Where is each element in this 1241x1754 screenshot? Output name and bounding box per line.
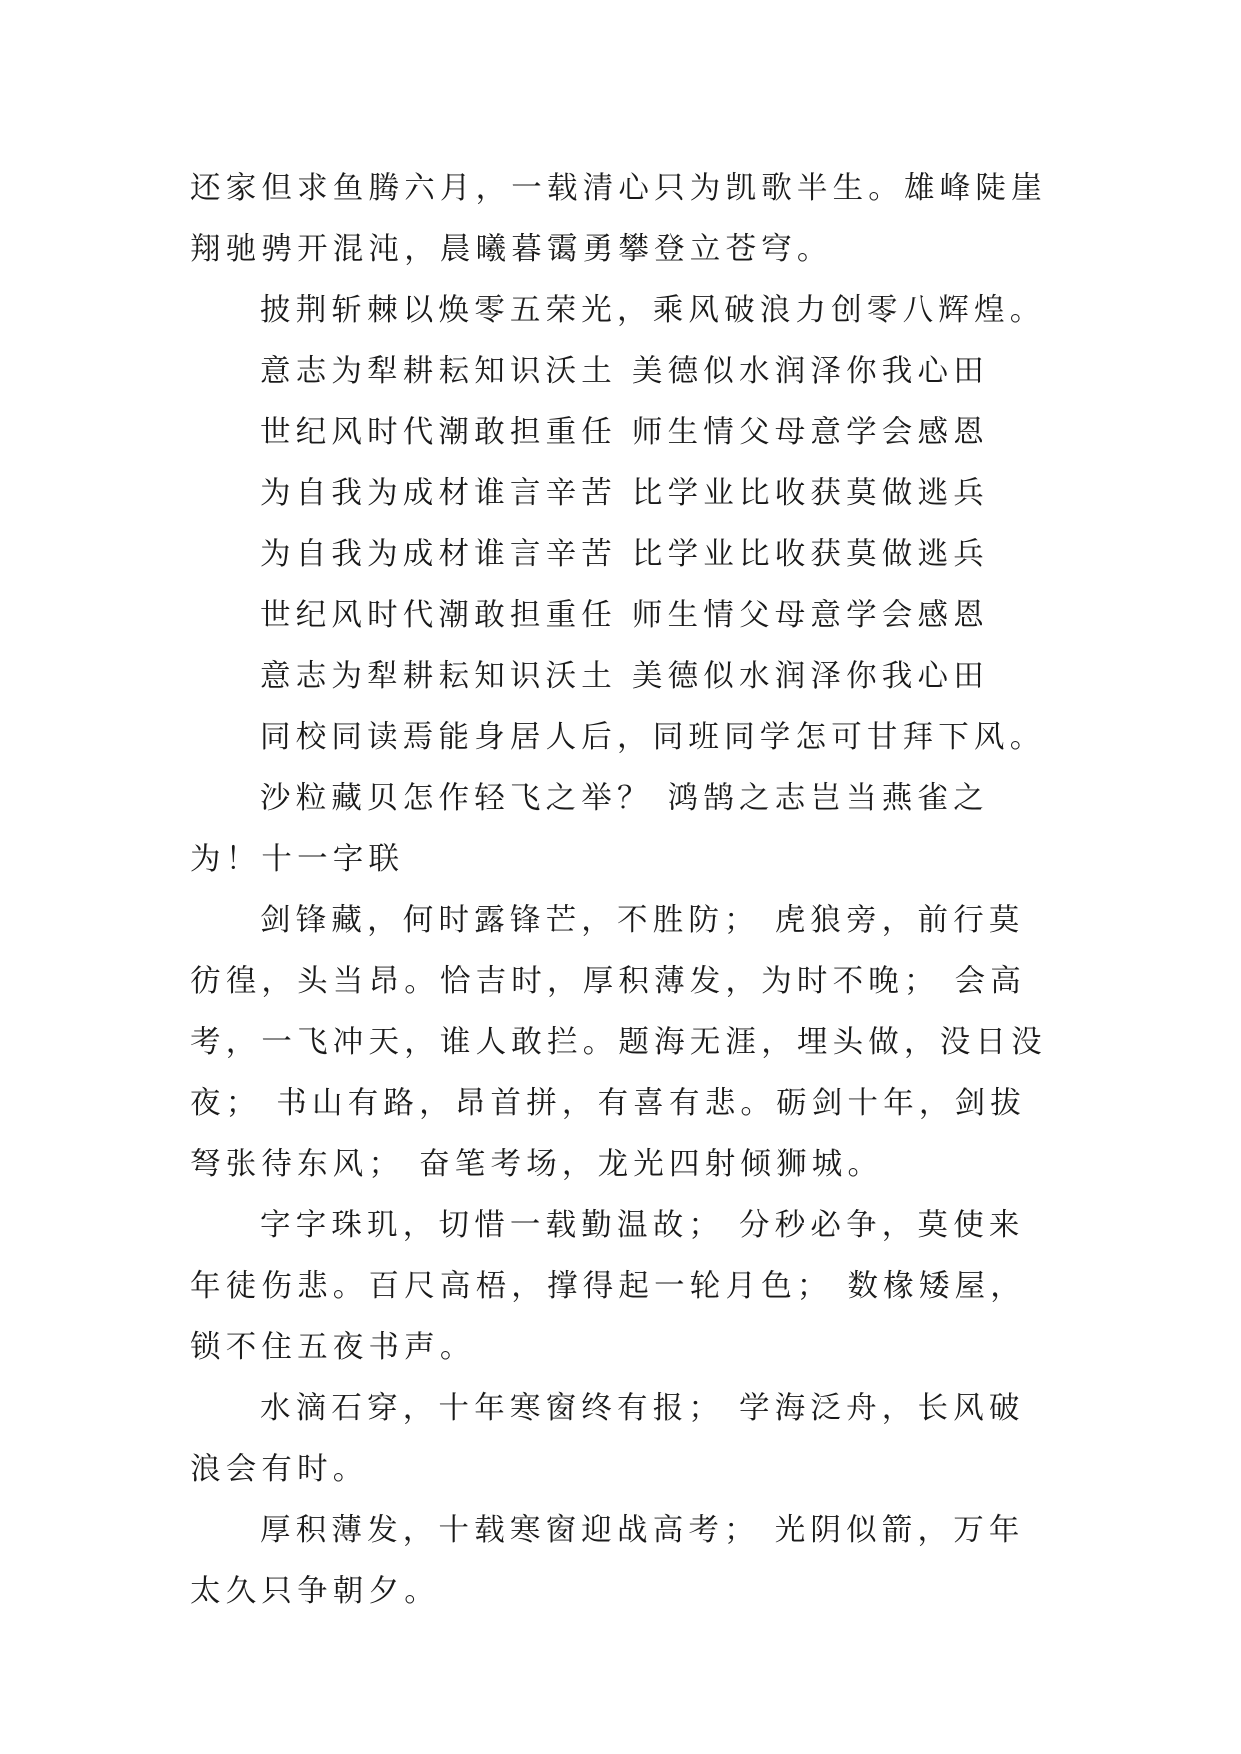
couplet-line: 世纪风时代潮敢担重任 师生情父母意学会感恩 [260, 598, 989, 633]
couplet-line: 意志为犁耕耘知识沃土 美德似水润泽你我心田 [260, 659, 989, 694]
couplet-line: 为自我为成材谁言辛苦 比学业比收获莫做逃兵 [260, 537, 989, 572]
paragraph: 还家但求鱼腾六月，一载清心只为凯歌半生。雄峰陡崖翔驰骋开混沌，晨曦暮霭勇攀登立苍穹。 [190, 171, 1047, 267]
paragraph: 剑锋藏，何时露锋芒，不胜防； 虎狼旁，前行莫彷徨，头当昂。恰吉时，厚积薄发，为时不晚； 会高考，一飞冲天，谁人敢拦。题海无涯，埋头做，没日没夜； 书山有路，昂首拼，有喜有悲。砺剑十年，剑拔弩张待东风； 奋笔考场，龙光四射倾狮城。 [190, 903, 1047, 1182]
paragraph: 同校同读焉能身居人后，同班同学怎可甘拜下风。 [260, 720, 1046, 755]
couplet-line: 为自我为成材谁言辛苦 比学业比收获莫做逃兵 [260, 476, 989, 511]
couplet-line: 意志为犁耕耘知识沃土 美德似水润泽你我心田 [260, 354, 989, 389]
paragraph: 水滴石穿，十年寒窗终有报； 学海泛舟，长风破浪会有时。 [190, 1391, 1025, 1487]
couplet-line: 世纪风时代潮敢担重任 师生情父母意学会感恩 [260, 415, 989, 450]
paragraph: 披荆斩棘以焕零五荣光，乘风破浪力创零八辉煌。 [260, 293, 1046, 328]
paragraph: 厚积薄发，十载寒窗迎战高考； 光阴似箭，万年太久只争朝夕。 [190, 1513, 1025, 1609]
document-page [190, 158, 1060, 1622]
paragraph: 字字珠玑，切惜一载勤温故； 分秒必争，莫使来年徒伤悲。百尺高梧，撑得起一轮月色； 数椽矮屋，锁不住五夜书声。 [190, 1208, 1026, 1365]
paragraph: 沙粒藏贝怎作轻飞之举？ 鸿鹄之志岂当燕雀之为！十一字联 [190, 781, 989, 877]
